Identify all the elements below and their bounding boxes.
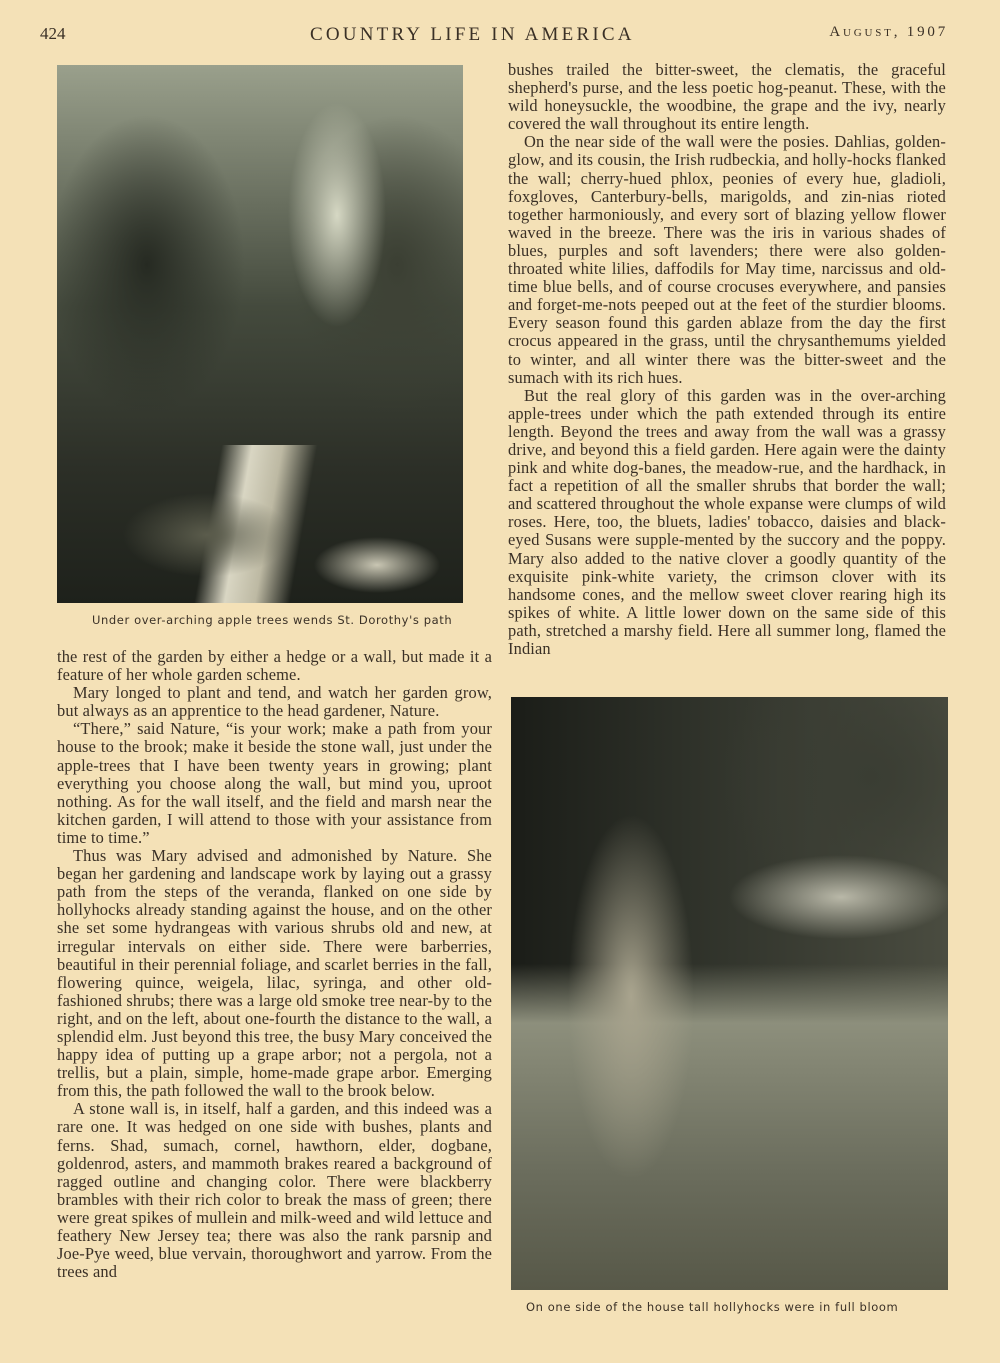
issue-date: August, 1907	[829, 24, 948, 40]
magazine-title: COUNTRY LIFE IN AMERICA	[310, 24, 635, 45]
figure-caption: Under over-arching apple trees wends St. Dorothy's path	[92, 613, 453, 627]
page-number: 424	[40, 24, 66, 43]
paragraph: A stone wall is, in itself, half a garden, and this indeed was a rare one. It was hedged on one side with bushes, plants and ferns. Shad, sumach, cornel, hawthorn, elder, dogbane, goldenrod, asters, and mammoth brakes reared a background of ragged outline and changing color. There were blackberry brambles with their rich color to break the mass of green; there were great spikes of mullein and milk-weed and wild lettuce and feathery New Jersey tea; there was also the rank parsnip and Joe-Pye weed, blue vervain, thoroughwort and yarrow. From the trees and	[57, 1099, 492, 1282]
paragraph: “There,” said Nature, “is your work; make a path from your house to the brook; make it beside the stone wall, just under the apple-trees that I have been twenty years in growing; plant everything you choose along the wall, but mind you, uproot nothing. As for the wall itself, and the field and marsh near the kitchen garden, I will attend to those with your assistance from time to time.”	[57, 719, 492, 847]
figure-caption: On one side of the house tall hollyhocks were in full bloom	[526, 1300, 899, 1314]
right-text-column	[508, 61, 946, 658]
paragraph: Thus was Mary advised and admonished by Nature. She began her gardening and landscape work by laying out a grassy path from the steps of the veranda, flanked on one side by hollyhocks already standing against the house, and on the other she set some hydrangeas with various shrubs old and new, at irregular intervals on either side. There were barberries, beautiful in their perennial foliage, and scarlet berries in the fall, flowering quince, weigela, lilac, syringa, and other old-fashioned shrubs; there was a large old smoke tree near-by to the right, and on the left, about one-fourth the distance to the wall, a splendid elm. Just beyond this tree, the busy Mary conceived the happy idea of putting up a grape arbor; not a pergola, not a trellis, but a plain, simple, home-made grape arbor. Emerging from this, the path followed the wall to the brook below.	[57, 846, 492, 1101]
left-text-column	[57, 648, 492, 1281]
paragraph: Mary longed to plant and tend, and watch her garden grow, but always as an apprentice to the head gardener, Nature.	[57, 683, 492, 721]
apple-tree-path-photo	[57, 65, 463, 603]
hollyhocks-photo	[511, 697, 948, 1290]
paragraph: bushes trailed the bitter-sweet, the clematis, the graceful shepherd's purse, and the less poetic hog-peanut. These, with the wild honeysuckle, the woodbine, the grape and the ivy, nearly covered the wall throughout its entire length.	[508, 60, 946, 134]
paragraph: On the near side of the wall were the posies. Dahlias, golden-glow, and its cousin, the Irish rudbeckia, and holly-hocks flanked the wall; cherry-hued phlox, peonies of every hue, gladioli, foxgloves, Canterbury-bells, marigolds, and zin-nias rioted together harmoniously, and every sort of blazing yellow flower waved in the breeze. There was the iris in various shades of blues, purples and soft lavenders; there were also golden-throated white lilies, daffodils for May time, narcissus and old-time blue bells, and of course crocuses everywhere, and pansies and forget-me-nots peeped out at the feet of the sturdier blooms. Every season found this garden ablaze from the day the first crocus appeared in the grass, until the chrysanthemums yielded to winter, and all winter there was the bitter-sweet and the sumach with its rich hues.	[508, 132, 946, 387]
paragraph: But the real glory of this garden was in the over-arching apple-trees under which the path extended through its entire length. Beyond the trees and away from the wall was a grassy drive, and beyond this a field garden. Here again were the dainty pink and white dog-banes, the meadow-rue, and the hardhack, in fact a repetition of all the smaller shrubs that border the wall; and scattered throughout the whole expanse were clumps of wild roses. Here, too, the bluets, ladies' tobacco, daisies and black-eyed Susans were supple-mented by the succory and the poppy. Mary also added to the native clover a goodly quantity of the exquisite pink-white variety, the crimson clover with its handsome cones, and the mellow sweet clover rearing high its spikes of white. A little lower down on the same side of this path, stretched a marshy field. Here all summer long, flamed the Indian	[508, 385, 946, 658]
paragraph: the rest of the garden by either a hedge or a wall, but made it a feature of her whole garden scheme.	[57, 647, 492, 685]
